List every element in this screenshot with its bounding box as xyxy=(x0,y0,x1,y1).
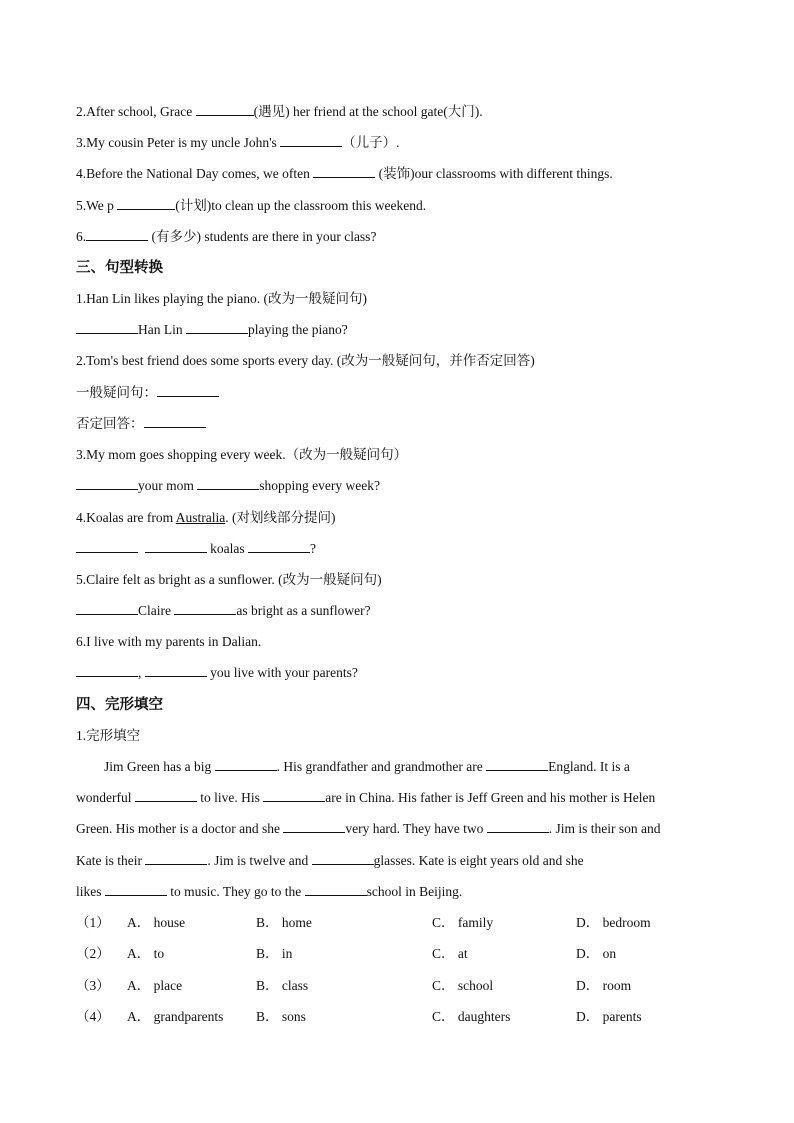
option-row xyxy=(76,913,716,933)
answer-blank[interactable] xyxy=(76,320,138,334)
answer-line: your mom shopping every week? xyxy=(76,476,380,496)
answer-blank[interactable] xyxy=(144,414,206,428)
answer-blank[interactable] xyxy=(305,882,367,896)
option-number: （4） xyxy=(76,1009,110,1024)
answer-blank[interactable] xyxy=(487,819,549,833)
option-row xyxy=(76,1007,716,1027)
option-a[interactable]: A． to xyxy=(127,946,165,961)
question-3-2: 2.Tom's best friend does some sports every day. (改为一般疑问句，并作否定回答) xyxy=(76,353,535,368)
answer-blank[interactable] xyxy=(117,196,175,210)
option-a[interactable]: A． place xyxy=(127,978,183,993)
answer-blank[interactable] xyxy=(86,227,148,241)
answer-blank[interactable] xyxy=(283,819,345,833)
option-d[interactable]: D． bedroom xyxy=(576,915,651,930)
answer-blank[interactable] xyxy=(486,757,548,771)
answer-blank[interactable] xyxy=(196,102,254,116)
answer-blank[interactable] xyxy=(76,476,138,490)
answer-blank[interactable] xyxy=(248,539,310,553)
option-number: （2） xyxy=(76,946,110,961)
section-heading: 四、完形填空 xyxy=(76,697,163,713)
answer-line: , you live with your parents? xyxy=(76,663,358,683)
question-2-4: 4.Before the National Day comes, we often (装饰)our classrooms with different things. xyxy=(76,166,613,181)
answer-blank[interactable] xyxy=(197,476,259,490)
option-c[interactable]: C． daughters xyxy=(432,1009,511,1024)
option-row xyxy=(76,944,716,964)
passage-line: Kate is their . Jim is twelve and glasses. Kate is eight years old and she xyxy=(76,853,584,868)
passage-line: Green. His mother is a doctor and she very hard. They have two . Jim is their son and xyxy=(76,821,661,836)
answer-blank[interactable] xyxy=(174,601,236,615)
answer-blank[interactable] xyxy=(145,851,207,865)
section-heading: 三、句型转换 xyxy=(76,260,163,276)
passage-line: Jim Green has a big . His grandfather and grandmother are England. It is a xyxy=(104,759,630,774)
answer-line: Han Lin playing the piano? xyxy=(76,320,348,340)
option-b[interactable]: B． sons xyxy=(256,1009,306,1024)
answer-blank[interactable] xyxy=(263,788,325,802)
option-d[interactable]: D． room xyxy=(576,978,632,993)
answer-line: Claire as bright as a sunflower? xyxy=(76,601,371,621)
option-b[interactable]: B． class xyxy=(256,978,309,993)
option-a[interactable]: A． grandparents xyxy=(127,1009,224,1024)
answer-blank[interactable] xyxy=(215,757,277,771)
option-a[interactable]: A． house xyxy=(127,915,186,930)
option-d[interactable]: D． on xyxy=(576,946,617,961)
question-2-2: 2.After school, Grace (遇见) her friend at the school gate(大门). xyxy=(76,104,483,119)
answer-line: koalas ? xyxy=(76,539,316,559)
question-3-3: 3.My mom goes shopping every week.（改为一般疑问句） xyxy=(76,447,408,462)
answer-line: 一般疑问句： xyxy=(76,383,219,403)
subsection-title: 1.完形填空 xyxy=(76,728,141,743)
answer-blank[interactable] xyxy=(312,851,374,865)
passage-line: likes to music. They go to the school in Beijing. xyxy=(76,884,463,899)
option-row xyxy=(76,976,716,996)
answer-blank[interactable] xyxy=(280,133,342,147)
question-3-5: 5.Claire felt as bright as a sunflower. (改为一般疑问句) xyxy=(76,572,382,587)
answer-blank[interactable] xyxy=(105,882,167,896)
question-2-3: 3.My cousin Peter is my uncle John's （儿子）. xyxy=(76,135,400,150)
option-c[interactable]: C． school xyxy=(432,978,494,993)
option-number: （3） xyxy=(76,978,110,993)
answer-blank[interactable] xyxy=(145,663,207,677)
question-3-4: 4.Koalas are from Australia. (对划线部分提问) xyxy=(76,510,336,525)
answer-blank[interactable] xyxy=(157,383,219,397)
option-b[interactable]: B． in xyxy=(256,946,293,961)
question-3-1: 1.Han Lin likes playing the piano. (改为一般疑问句) xyxy=(76,291,367,306)
underlined-word: Australia xyxy=(175,510,226,525)
option-c[interactable]: C． at xyxy=(432,946,468,961)
answer-blank[interactable] xyxy=(76,663,138,677)
question-2-5: 5.We p (计划)to clean up the classroom this weekend. xyxy=(76,198,427,213)
answer-blank[interactable] xyxy=(186,320,248,334)
question-3-6: 6.I live with my parents in Dalian. xyxy=(76,634,262,649)
answer-blank[interactable] xyxy=(145,539,207,553)
option-number: （1） xyxy=(76,915,110,930)
answer-blank[interactable] xyxy=(76,601,138,615)
answer-blank[interactable] xyxy=(135,788,197,802)
option-c[interactable]: C． family xyxy=(432,915,494,930)
passage-line: wonderful to live. His are in China. His father is Jeff Green and his mother is Helen xyxy=(76,790,656,805)
option-d[interactable]: D． parents xyxy=(576,1009,642,1024)
answer-blank[interactable] xyxy=(313,164,375,178)
question-2-6: 6. (有多少) students are there in your class? xyxy=(76,229,377,244)
answer-line: 否定回答： xyxy=(76,414,206,434)
option-b[interactable]: B． home xyxy=(256,915,312,930)
answer-blank[interactable] xyxy=(76,539,138,553)
